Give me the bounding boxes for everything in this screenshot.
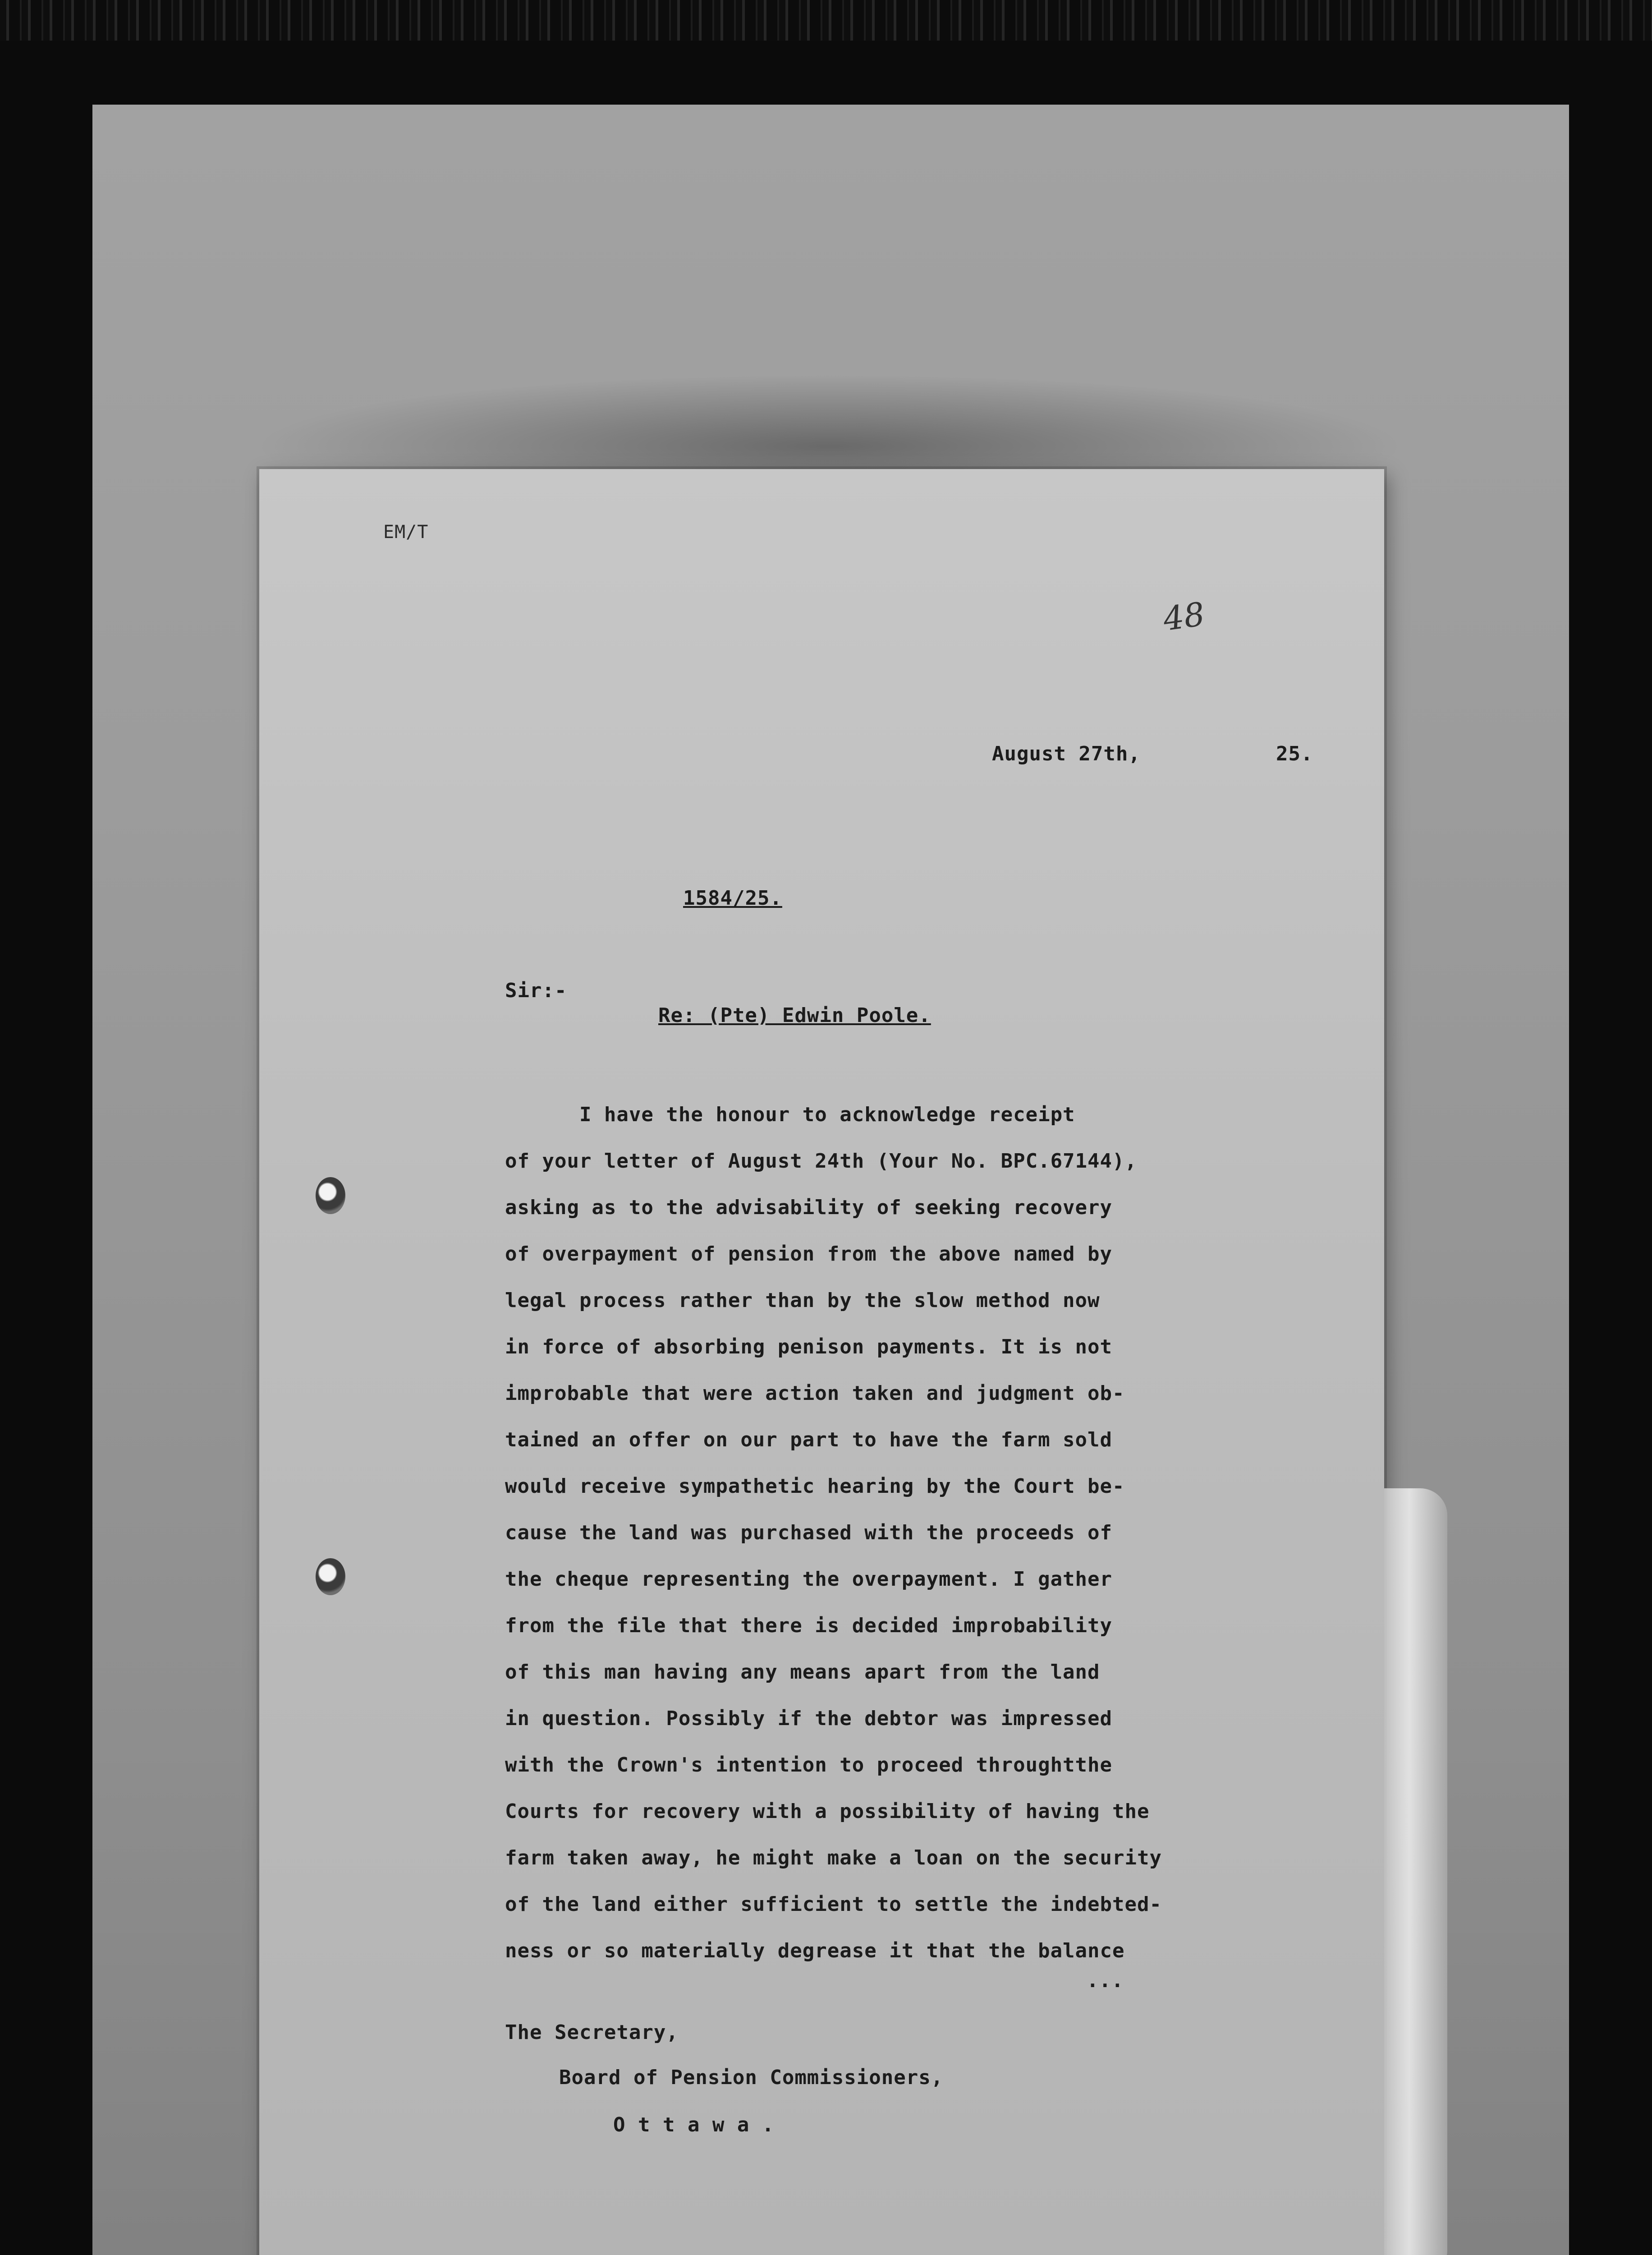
body-line: of overpayment of pension from the above named by bbox=[505, 1243, 1113, 1266]
letter-year: 25. bbox=[1276, 742, 1313, 765]
body-line: would receive sympathetic hearing by the Court be- bbox=[505, 1475, 1125, 1498]
file-number: 1584/25. bbox=[683, 887, 782, 910]
body-line: of this man having any means apart from the land bbox=[505, 1661, 1100, 1684]
body-line: legal process rather than by the slow method now bbox=[505, 1289, 1100, 1312]
handwritten-number: 48 bbox=[1161, 595, 1207, 638]
body-line: in force of absorbing penison payments. It is not bbox=[505, 1335, 1113, 1358]
body-line: ness or so materially degrease it that the balance bbox=[505, 1939, 1125, 1962]
punch-hole-top bbox=[316, 1177, 345, 1214]
body-line: from the file that there is decided improbability bbox=[505, 1614, 1113, 1637]
body-line: Courts for recovery with a possibility of having the bbox=[505, 1800, 1150, 1823]
body-line: I have the honour to acknowledge receipt bbox=[505, 1103, 1075, 1126]
addressee-organization: Board of Pension Commissioners, bbox=[559, 2066, 944, 2089]
continuation-marker: ... bbox=[1087, 1969, 1124, 1992]
body-line: tained an offer on our part to have the farm sold bbox=[505, 1428, 1113, 1451]
body-line: the cheque representing the overpayment. I gather bbox=[505, 1568, 1113, 1591]
punch-hole-bottom bbox=[316, 1558, 345, 1595]
addressee-title: The Secretary, bbox=[505, 2021, 679, 2044]
body-line: of the land either sufficient to settle the indebted- bbox=[505, 1893, 1162, 1916]
salutation: Sir:- bbox=[505, 979, 567, 1002]
body-line: in question. Possibly if the debtor was impressed bbox=[505, 1707, 1113, 1730]
body-line: cause the land was purchased with the proceeds of bbox=[505, 1521, 1113, 1544]
letter-date: August 27th, bbox=[992, 742, 1141, 765]
reference-initials: EM/T bbox=[383, 522, 429, 543]
addressee-city: O t t a w a . bbox=[613, 2113, 775, 2136]
subject-line: Re: (Pte) Edwin Poole. bbox=[658, 1004, 931, 1027]
body-line: improbable that were action taken and judgment ob- bbox=[505, 1382, 1125, 1405]
film-edge bbox=[0, 0, 1652, 41]
letter-body bbox=[505, 1091, 1262, 1974]
body-line: farm taken away, he might make a loan on the security bbox=[505, 1846, 1162, 1869]
body-line: with the Crown's intention to proceed throughtthe bbox=[505, 1753, 1113, 1776]
body-line: of your letter of August 24th (Your No. BPC.67144), bbox=[505, 1150, 1138, 1173]
page-curl bbox=[1384, 1488, 1447, 2255]
body-line: asking as to the advisability of seeking recovery bbox=[505, 1196, 1113, 1219]
